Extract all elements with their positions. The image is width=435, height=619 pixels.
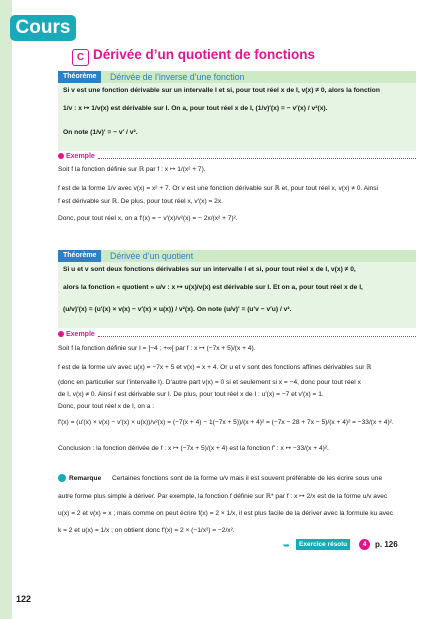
example-text: (donc en particulier sur l’intervalle I). D’autre part v(x) = 0 si et seulement si x = −4, donc pour tout réel x	[58, 379, 361, 386]
exercise-number-badge: 4	[359, 539, 370, 550]
theorem-label: Théorème	[58, 71, 101, 83]
remark-text: Certaines fonctions sont de la forme u/v mais il est souvent préférable de les écrire sous une	[112, 475, 383, 482]
example-label: Exemple	[66, 153, 95, 160]
theorem-line: On note (1/v)′ = − v′ / v².	[63, 129, 138, 136]
theorem-line: (u/v)′(x) = (u′(x) × v(x) − v′(x) × u(x)) / v²(x). On note (u/v)′ = (u′v − v′u) / v².	[63, 306, 292, 313]
remark-icon	[58, 474, 66, 482]
theorem-title: Dérivée d’un quotient	[110, 251, 194, 261]
chapter-tab: Cours	[10, 15, 76, 41]
dotted-rule	[98, 158, 416, 159]
arrow-icon: ➥	[283, 541, 290, 550]
example-text: f est dérivable sur ℝ. De plus, pour tout réel x, v′(x) = 2x.	[58, 198, 223, 205]
dotted-rule	[98, 336, 416, 337]
example-text: f est de la forme u/v avec u(x) = −7x + 5 et v(x) = x + 4. Or u et v sont des fonctions affines dérivables sur ℝ	[58, 364, 372, 371]
example-heading	[58, 153, 95, 160]
theorem-line: 1/v : x ↦ 1/v(x) est dérivable sur I. On a, pour tout réel x de I, (1/v)′(x) = − v′(x) / v²(x).	[63, 105, 328, 112]
theorem-box-inverse	[58, 71, 416, 151]
exercise-page-ref: p. 126	[375, 540, 398, 549]
example-heading	[58, 331, 95, 338]
remark-label: Remarque	[69, 475, 102, 482]
example-text: de I, v(x) ≠ 0. Ainsi f est dérivable sur I. De plus, pour tout réel x de I : u′(x) = −7 et v′(x) = 1.	[58, 391, 324, 398]
bullet-icon	[58, 153, 64, 159]
theorem-label: Théorème	[58, 250, 101, 262]
page-number: 122	[16, 594, 32, 604]
remark-text: autre forme plus simple à dériver. Par exemple, la fonction f définie sur ℝ* par f : x ↦ 2/x est de la forme u/v avec	[58, 493, 388, 500]
example-text: Soit f la fonction définie sur ℝ par f : x ↦ 1/(x² + 7).	[58, 166, 206, 173]
derivative-computation: f′(x) = (u′(x) × v(x) − v′(x) × u(x))/v²(x) = (−7(x + 4) − 1(−7x + 5))/(x + 4)² = (−7x − 28 + 7x − 5)/(x + 4)² = −33/(x + 4)².	[58, 419, 394, 426]
theorem-line: Si v est une fonction dérivable sur un intervalle I et si, pour tout réel x de I, v(x) ≠ 0, alors la fonction	[63, 87, 380, 94]
example-conclusion: Conclusion : la fonction dérivée de f : x ↦ (−7x + 5)/(x + 4) est la fonction f′ : x ↦ −33/(x + 4)².	[58, 445, 329, 452]
example-text: Soit f la fonction définie sur I = ]−4 ; +∞[ par f : x ↦ (−7x + 5)/(x + 4).	[58, 345, 256, 352]
page-margin-band	[0, 0, 12, 619]
theorem-line: alors la fonction « quotient » u/v : x ↦ u(x)/v(x) est dérivable sur I. Et on a, pour tout réel x de I,	[63, 284, 363, 291]
section-title: Dérivée d’un quotient de fonctions	[93, 47, 316, 62]
example-text: f est de la forme 1/v avec v(x) = x² + 7. Or v est une fonction dérivable sur ℝ et, pour tout réel x, v(x) ≠ 0. Ainsi	[58, 185, 378, 192]
theorem-line: Si u et v sont deux fonctions dérivables sur un intervalle I et si, pour tout réel x de I, v(x) ≠ 0,	[63, 266, 356, 273]
theorem-title: Dérivée de l’inverse d’une fonction	[110, 72, 245, 82]
example-text: Donc, pour tout réel x, on a f′(x) = − v′(x)/v²(x) = − 2x/(x² + 7)².	[58, 215, 238, 222]
example-label: Exemple	[66, 331, 95, 338]
remark-text: u(x) = 2 et v(x) = x ; mais comme on peut écrire f(x) = 2 × 1/x, il est plus facile de la dériver avec la formule ku avec	[58, 510, 393, 517]
theorem-box-quotient	[58, 250, 416, 328]
bullet-icon	[58, 331, 64, 337]
solved-exercise-link[interactable]: Exercice résolu	[296, 539, 350, 550]
section-letter-badge: C	[72, 49, 89, 66]
remark-text: k = 2 et u(x) = 1/x ; on obtient donc f′(x) = 2 × (−1/x²) = −2/x².	[58, 527, 235, 534]
example-text: Donc, pour tout réel x de I, on a :	[58, 403, 155, 410]
